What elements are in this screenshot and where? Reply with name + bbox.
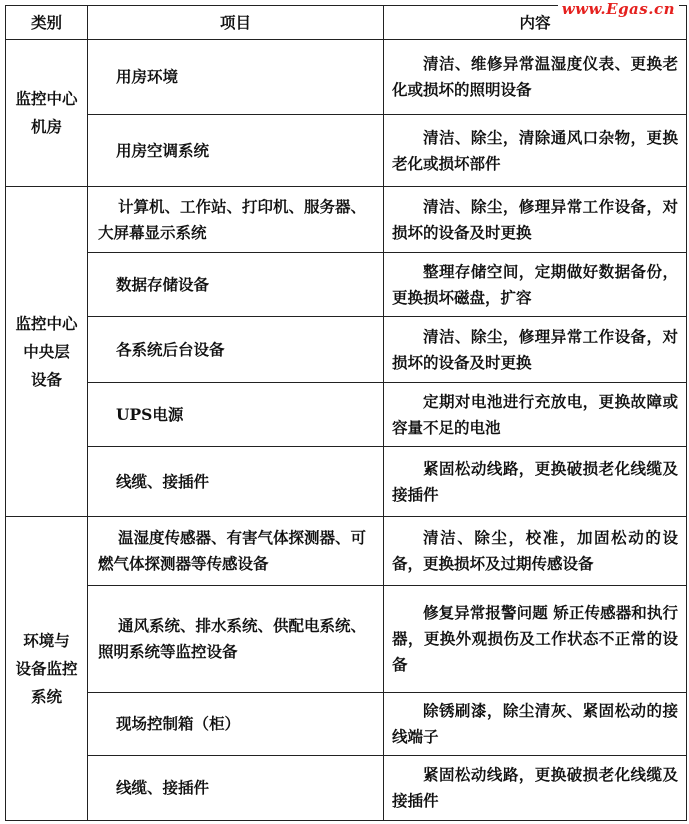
content-cell: 除锈刷漆，除尘清灰、紧固松动的接线端子 (384, 693, 687, 756)
table-row (6, 383, 687, 447)
table-row (6, 586, 687, 693)
header-content: 内容 (384, 6, 687, 40)
table-row (6, 187, 687, 253)
content-cell: 紧固松动线路，更换破损老化线缆及接插件 (384, 756, 687, 821)
item-cell: 现场控制箱（柜） (88, 693, 384, 756)
item-cell: 数据存储设备 (88, 253, 384, 317)
table-row (6, 693, 687, 756)
item-cell: 用房空调系统 (88, 115, 384, 187)
item-cell: 各系统后台设备 (88, 317, 384, 383)
item-cell: 通风系统、排水系统、供配电系统、照明系统等监控设备 (88, 586, 384, 693)
category-cell: 监控中心 机房 (6, 40, 88, 187)
content-cell: 整理存储空间，定期做好数据备份，更换损坏磁盘，扩容 (384, 253, 687, 317)
content-cell: 修复异常报警问题 矫正传感器和执行器，更换外观损伤及工作状态不正常的设备 (384, 586, 687, 693)
header-category: 类别 (6, 6, 88, 40)
item-cell: 计算机、工作站、打印机、服务器、大屏幕显示系统 (88, 187, 384, 253)
table-row (6, 253, 687, 317)
category-cell: 监控中心 中央层 设备 (6, 187, 88, 517)
content-cell: 清洁、除尘，清除通风口杂物，更换老化或损坏部件 (384, 115, 687, 187)
watermark: www.Egas.cn (558, 0, 679, 18)
item-cell: UPS电源 (88, 383, 384, 447)
content-cell: 清洁、除尘，校准，加固松动的设备，更换损坏及过期传感设备 (384, 517, 687, 586)
item-cell: 线缆、接插件 (88, 447, 384, 517)
table-row (6, 517, 687, 586)
content-cell: 紧固松动线路，更换破损老化线缆及接插件 (384, 447, 687, 517)
table-row (6, 317, 687, 383)
content-cell: 清洁、除尘，修理异常工作设备，对损坏的设备及时更换 (384, 317, 687, 383)
maintenance-table (5, 5, 687, 821)
table-row (6, 40, 687, 115)
table-row (6, 115, 687, 187)
content-cell: 定期对电池进行充放电，更换故障或容量不足的电池 (384, 383, 687, 447)
item-cell: 温湿度传感器、有害气体探测器、可燃气体探测器等传感设备 (88, 517, 384, 586)
item-cell: 用房环境 (88, 40, 384, 115)
item-cell: 线缆、接插件 (88, 756, 384, 821)
table-row (6, 756, 687, 821)
table-row (6, 447, 687, 517)
content-cell: 清洁、维修异常温湿度仪表、更换老化或损坏的照明设备 (384, 40, 687, 115)
content-cell: 清洁、除尘，修理异常工作设备，对损坏的设备及时更换 (384, 187, 687, 253)
header-item: 项目 (88, 6, 384, 40)
category-cell: 环境与 设备监控 系统 (6, 517, 88, 821)
